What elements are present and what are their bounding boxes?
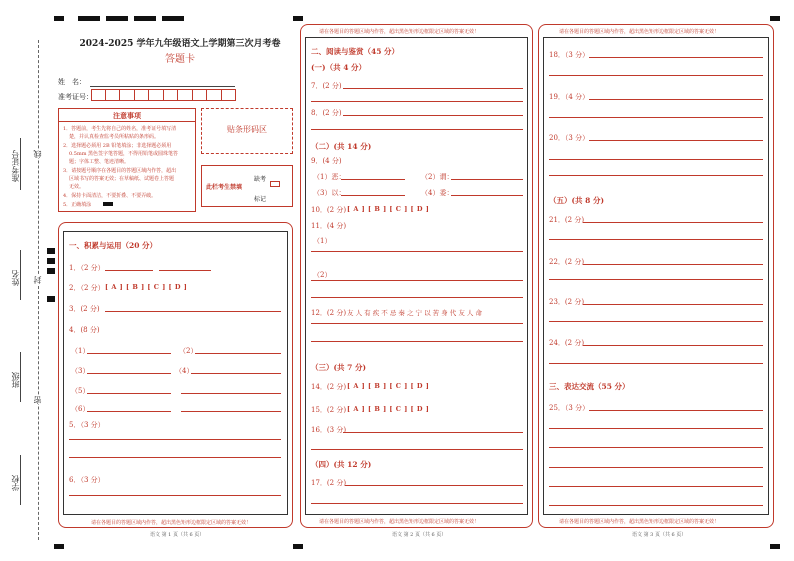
- notice-line: 5．正确填涂: [63, 202, 92, 208]
- page3-inner-frame: [543, 37, 769, 515]
- section-2-title: 二、阅读与鉴赏（45 分）: [311, 47, 400, 56]
- q9-label: 9．(4 分): [311, 157, 342, 165]
- q7-answer-line[interactable]: [343, 88, 523, 89]
- q16-answer-line[interactable]: [311, 449, 523, 450]
- page3-answer-panel: [538, 24, 774, 528]
- q11-label: 11．(4 分): [311, 222, 347, 230]
- registration-mark: [134, 16, 156, 21]
- group-2-title: （二）(共 14 分): [311, 142, 372, 151]
- side-fill-line[interactable]: [20, 455, 21, 505]
- name-field[interactable]: [90, 86, 235, 87]
- side-label-class: 班级: [11, 372, 20, 388]
- q21-label: 21．(2 分): [549, 216, 585, 224]
- q17-label: 17．(2 分): [311, 479, 347, 487]
- notice-box: [58, 108, 196, 212]
- id-label: 准考证号：: [58, 93, 93, 101]
- id-digit-box[interactable]: [106, 89, 121, 101]
- q9-answer-line[interactable]: [341, 179, 405, 180]
- notice-line: 0.5mm 黑色签字笔答题，不得用铅笔或圆珠笔答: [69, 151, 179, 157]
- q12-answer-line[interactable]: [311, 323, 523, 324]
- q15-options[interactable]: [ A ] [ B ] [ C ] [ D ]: [347, 405, 430, 413]
- absent-mark-label: 缺考: [254, 176, 267, 183]
- cut-label-feng: 封: [33, 276, 42, 284]
- registration-mark: [770, 16, 780, 21]
- id-boxes[interactable]: [91, 89, 236, 101]
- q22-answer-line[interactable]: [583, 264, 763, 265]
- q24-answer-line[interactable]: [549, 363, 763, 364]
- cut-label-xian: 线: [33, 150, 42, 158]
- side-fill-line[interactable]: [20, 250, 21, 300]
- q12-label: 12．(2 分): [311, 309, 347, 317]
- q23-label: 23．(2 分): [549, 298, 585, 306]
- q7-answer-line[interactable]: [311, 101, 523, 102]
- q17-answer-line[interactable]: [311, 503, 523, 504]
- registration-mark: [54, 544, 64, 549]
- id-digit-box[interactable]: [164, 89, 179, 101]
- q20-answer-line[interactable]: [589, 140, 763, 141]
- q4-answer-line[interactable]: [195, 353, 281, 354]
- q14-options[interactable]: [ A ] [ B ] [ C ] [ D ]: [347, 382, 430, 390]
- q15-label: 15．(2 分): [311, 406, 347, 414]
- q25-answer-line[interactable]: [549, 486, 763, 487]
- q25-answer-line[interactable]: [549, 447, 763, 448]
- q4-sub-2: （2）: [179, 347, 198, 355]
- page1-footer: 语文 第 1 页（共 6 页）: [150, 532, 205, 538]
- id-digit-box[interactable]: [91, 89, 106, 101]
- q16-answer-line[interactable]: [343, 432, 523, 433]
- q4-label: 4．(8 分): [69, 326, 100, 334]
- cut-label-mi: 密: [33, 396, 42, 404]
- q3-answer-line[interactable]: [105, 311, 281, 312]
- q4-answer-line[interactable]: [87, 373, 171, 374]
- id-digit-box[interactable]: [178, 89, 193, 101]
- q4-sub-3: （3）: [71, 367, 90, 375]
- q20-answer-line[interactable]: [549, 159, 763, 160]
- id-digit-box[interactable]: [207, 89, 222, 101]
- page2-warning-bottom: 请在各题目的答题区域内作答，超出黑色矩形边框限定区域的答案无效！: [319, 519, 480, 525]
- q18-answer-line[interactable]: [549, 75, 763, 76]
- notice-line: 4．保持卡面清洁，不要折叠、不要弄破。: [63, 193, 157, 199]
- q2-label: 2．（2 分）: [69, 284, 105, 292]
- q11-answer-line[interactable]: [311, 297, 523, 298]
- q16-label: 16．(3 分): [311, 426, 347, 434]
- barcode-label: 贴条形码区: [227, 125, 267, 134]
- absent-checkbox[interactable]: [270, 181, 280, 187]
- absent-mark2-label: 标记: [254, 196, 267, 203]
- q20-answer-line[interactable]: [549, 175, 763, 176]
- notice-divider: [59, 121, 195, 122]
- q10-label: 10．(2 分): [311, 206, 347, 214]
- id-digit-box[interactable]: [193, 89, 208, 101]
- q1-answer-line[interactable]: [105, 270, 153, 271]
- exam-title: 2024-2025 学年九年级语文上学期第三次月考卷: [79, 39, 281, 49]
- side-label-school: 学校: [11, 475, 20, 491]
- q12-text[interactable]: 友 人 有 疾 不 忌 秦 之 宁 以 苦 身 代 友 人 命: [347, 309, 482, 317]
- q21-answer-line[interactable]: [549, 239, 763, 240]
- registration-mark: [47, 248, 55, 254]
- q25-answer-line[interactable]: [549, 428, 763, 429]
- page3-warning-bottom: 请在各题目的答题区域内作答，超出黑色矩形边框限定区域的答案无效！: [559, 519, 720, 525]
- registration-mark: [78, 16, 100, 21]
- page2-footer: 语文 第 2 页（共 6 页）: [392, 532, 447, 538]
- side-fill-line[interactable]: [20, 138, 21, 190]
- notice-line: 题；字体工整、笔迹清晰。: [69, 159, 130, 165]
- absent-box: [201, 165, 293, 207]
- absent-label: 此栏考生禁填: [206, 184, 243, 191]
- page2-answer-panel: [300, 24, 533, 528]
- q24-answer-line[interactable]: [583, 345, 763, 346]
- q9-sub-2: （2）谓：: [421, 173, 454, 181]
- notice-line: 区域书写的答案无效；在草稿纸、试题卷上答题: [69, 176, 175, 182]
- id-digit-box[interactable]: [222, 89, 237, 101]
- notice-line: 3．请按题号顺序在各题目的答题区域内作答，超出: [63, 168, 177, 174]
- q4-answer-line[interactable]: [87, 411, 171, 412]
- q17-answer-line[interactable]: [345, 485, 523, 486]
- q18-answer-line[interactable]: [589, 57, 763, 58]
- page1-warning: 请在各题目的答题区域内作答，超出黑色矩形边框限定区域的答案无效！: [91, 520, 252, 526]
- q5-answer-line[interactable]: [69, 457, 281, 458]
- q4-sub-6: （6）: [71, 405, 90, 413]
- page2-warning-top: 请在各题目的答题区域内作答，超出黑色矩形边框限定区域的答案无效！: [319, 29, 480, 35]
- q1-answer-line[interactable]: [159, 270, 211, 271]
- q9-answer-line[interactable]: [451, 195, 523, 196]
- q9-sub-4: （4）委：: [421, 189, 454, 197]
- q4-sub-5: （5）: [71, 387, 90, 395]
- q7-label: 7．(2 分): [311, 82, 342, 90]
- id-digit-box[interactable]: [120, 89, 135, 101]
- section-1-title: 一、积累与运用（20 分）: [69, 241, 158, 250]
- notice-line: 2．选择题必须用 2B 铅笔填涂；非选择题必须用: [63, 143, 172, 149]
- q9-sub-3: （3）以：: [313, 189, 346, 197]
- notice-line: 无效。: [69, 184, 85, 190]
- q8-answer-line[interactable]: [343, 115, 523, 116]
- q11-answer-line[interactable]: [311, 280, 523, 281]
- q11-sub-1: （1）: [313, 237, 332, 245]
- q22-label: 22．(2 分): [549, 258, 585, 266]
- page1-answer-panel: [58, 222, 293, 528]
- q4-sub-1: （1）: [71, 347, 90, 355]
- q8-answer-line[interactable]: [311, 129, 523, 130]
- q6-answer-line[interactable]: [69, 495, 281, 496]
- name-label: 姓 名：: [58, 78, 86, 86]
- q23-answer-line[interactable]: [549, 321, 763, 322]
- q5-label: 5．（3 分）: [69, 421, 105, 429]
- q22-answer-line[interactable]: [549, 279, 763, 280]
- q23-answer-line[interactable]: [583, 304, 763, 305]
- notice-line: 楚，并认真检查监考员所粘贴的条形码。: [69, 134, 160, 140]
- q19-label: 19．（4 分）: [549, 93, 590, 101]
- q4-answer-line[interactable]: [87, 353, 171, 354]
- q25-label: 25．（3 分）: [549, 404, 590, 412]
- group-1-title: (一)（共 4 分）: [311, 63, 367, 72]
- q18-label: 18．（3 分）: [549, 51, 590, 59]
- q11-sub-2: （2）: [313, 271, 332, 279]
- side-label-name: 姓名: [11, 270, 20, 286]
- q4-answer-line[interactable]: [181, 411, 281, 412]
- q4-answer-line[interactable]: [191, 373, 281, 374]
- fill-sample-mark: [103, 202, 113, 206]
- registration-mark: [47, 268, 55, 274]
- id-digit-box[interactable]: [149, 89, 164, 101]
- q3-label: 3．(2 分): [69, 305, 100, 313]
- q1-label: 1．（2 分）: [69, 264, 105, 272]
- q19-answer-line[interactable]: [589, 99, 763, 100]
- q25-answer-line[interactable]: [589, 410, 763, 411]
- q9-answer-line[interactable]: [451, 179, 523, 180]
- registration-mark: [293, 544, 303, 549]
- notice-line: 1．答题前，考生先将自己的姓名，准考证号填写清: [63, 126, 177, 132]
- q4-answer-line[interactable]: [87, 393, 171, 394]
- registration-mark: [47, 258, 55, 264]
- q4-answer-line[interactable]: [181, 393, 281, 394]
- group-4-title: （四）(共 12 分): [311, 460, 372, 469]
- q9-answer-line[interactable]: [341, 195, 405, 196]
- cut-line: [38, 40, 39, 540]
- q14-label: 14．(2 分): [311, 383, 347, 391]
- q25-answer-line[interactable]: [549, 467, 763, 468]
- q24-label: 24．(2 分): [549, 339, 585, 347]
- side-fill-line[interactable]: [20, 352, 21, 402]
- side-label-zkz: 准考证号: [11, 150, 20, 182]
- q10-options[interactable]: [ A ] [ B ] [ C ] [ D ]: [347, 205, 430, 213]
- q5-answer-line[interactable]: [69, 439, 281, 440]
- q8-label: 8．(2 分): [311, 109, 342, 117]
- q4-sub-4: （4）: [175, 367, 194, 375]
- registration-mark: [47, 296, 55, 302]
- q9-sub-1: （1）恶：: [313, 173, 346, 181]
- q2-options[interactable]: [ A ] [ B ] [ C ] [ D ]: [105, 283, 188, 291]
- q6-label: 6．（3 分）: [69, 476, 105, 484]
- page3-warning-top: 请在各题目的答题区域内作答，超出黑色矩形边框限定区域的答案无效！: [559, 29, 720, 35]
- q19-answer-line[interactable]: [549, 117, 763, 118]
- q12-answer-line[interactable]: [311, 341, 523, 342]
- card-title: 答题卡: [165, 54, 195, 65]
- registration-mark: [54, 16, 64, 21]
- q25-answer-line[interactable]: [549, 505, 763, 506]
- id-digit-box[interactable]: [135, 89, 150, 101]
- notice-title: 注意事项: [113, 111, 141, 120]
- group-5-title: （五）(共 8 分): [549, 196, 605, 205]
- page3-footer: 语文 第 3 页（共 6 页）: [632, 532, 687, 538]
- registration-mark: [770, 544, 780, 549]
- q11-answer-line[interactable]: [311, 251, 523, 252]
- registration-mark: [293, 16, 303, 21]
- group-3-title: （三）(共 7 分): [311, 363, 367, 372]
- q20-label: 20．（3 分）: [549, 134, 590, 142]
- q21-answer-line[interactable]: [583, 222, 763, 223]
- barcode-area: [201, 108, 293, 154]
- registration-mark: [162, 16, 184, 21]
- section-3-title: 三、表达交流（55 分）: [549, 382, 630, 391]
- registration-mark: [106, 16, 128, 21]
